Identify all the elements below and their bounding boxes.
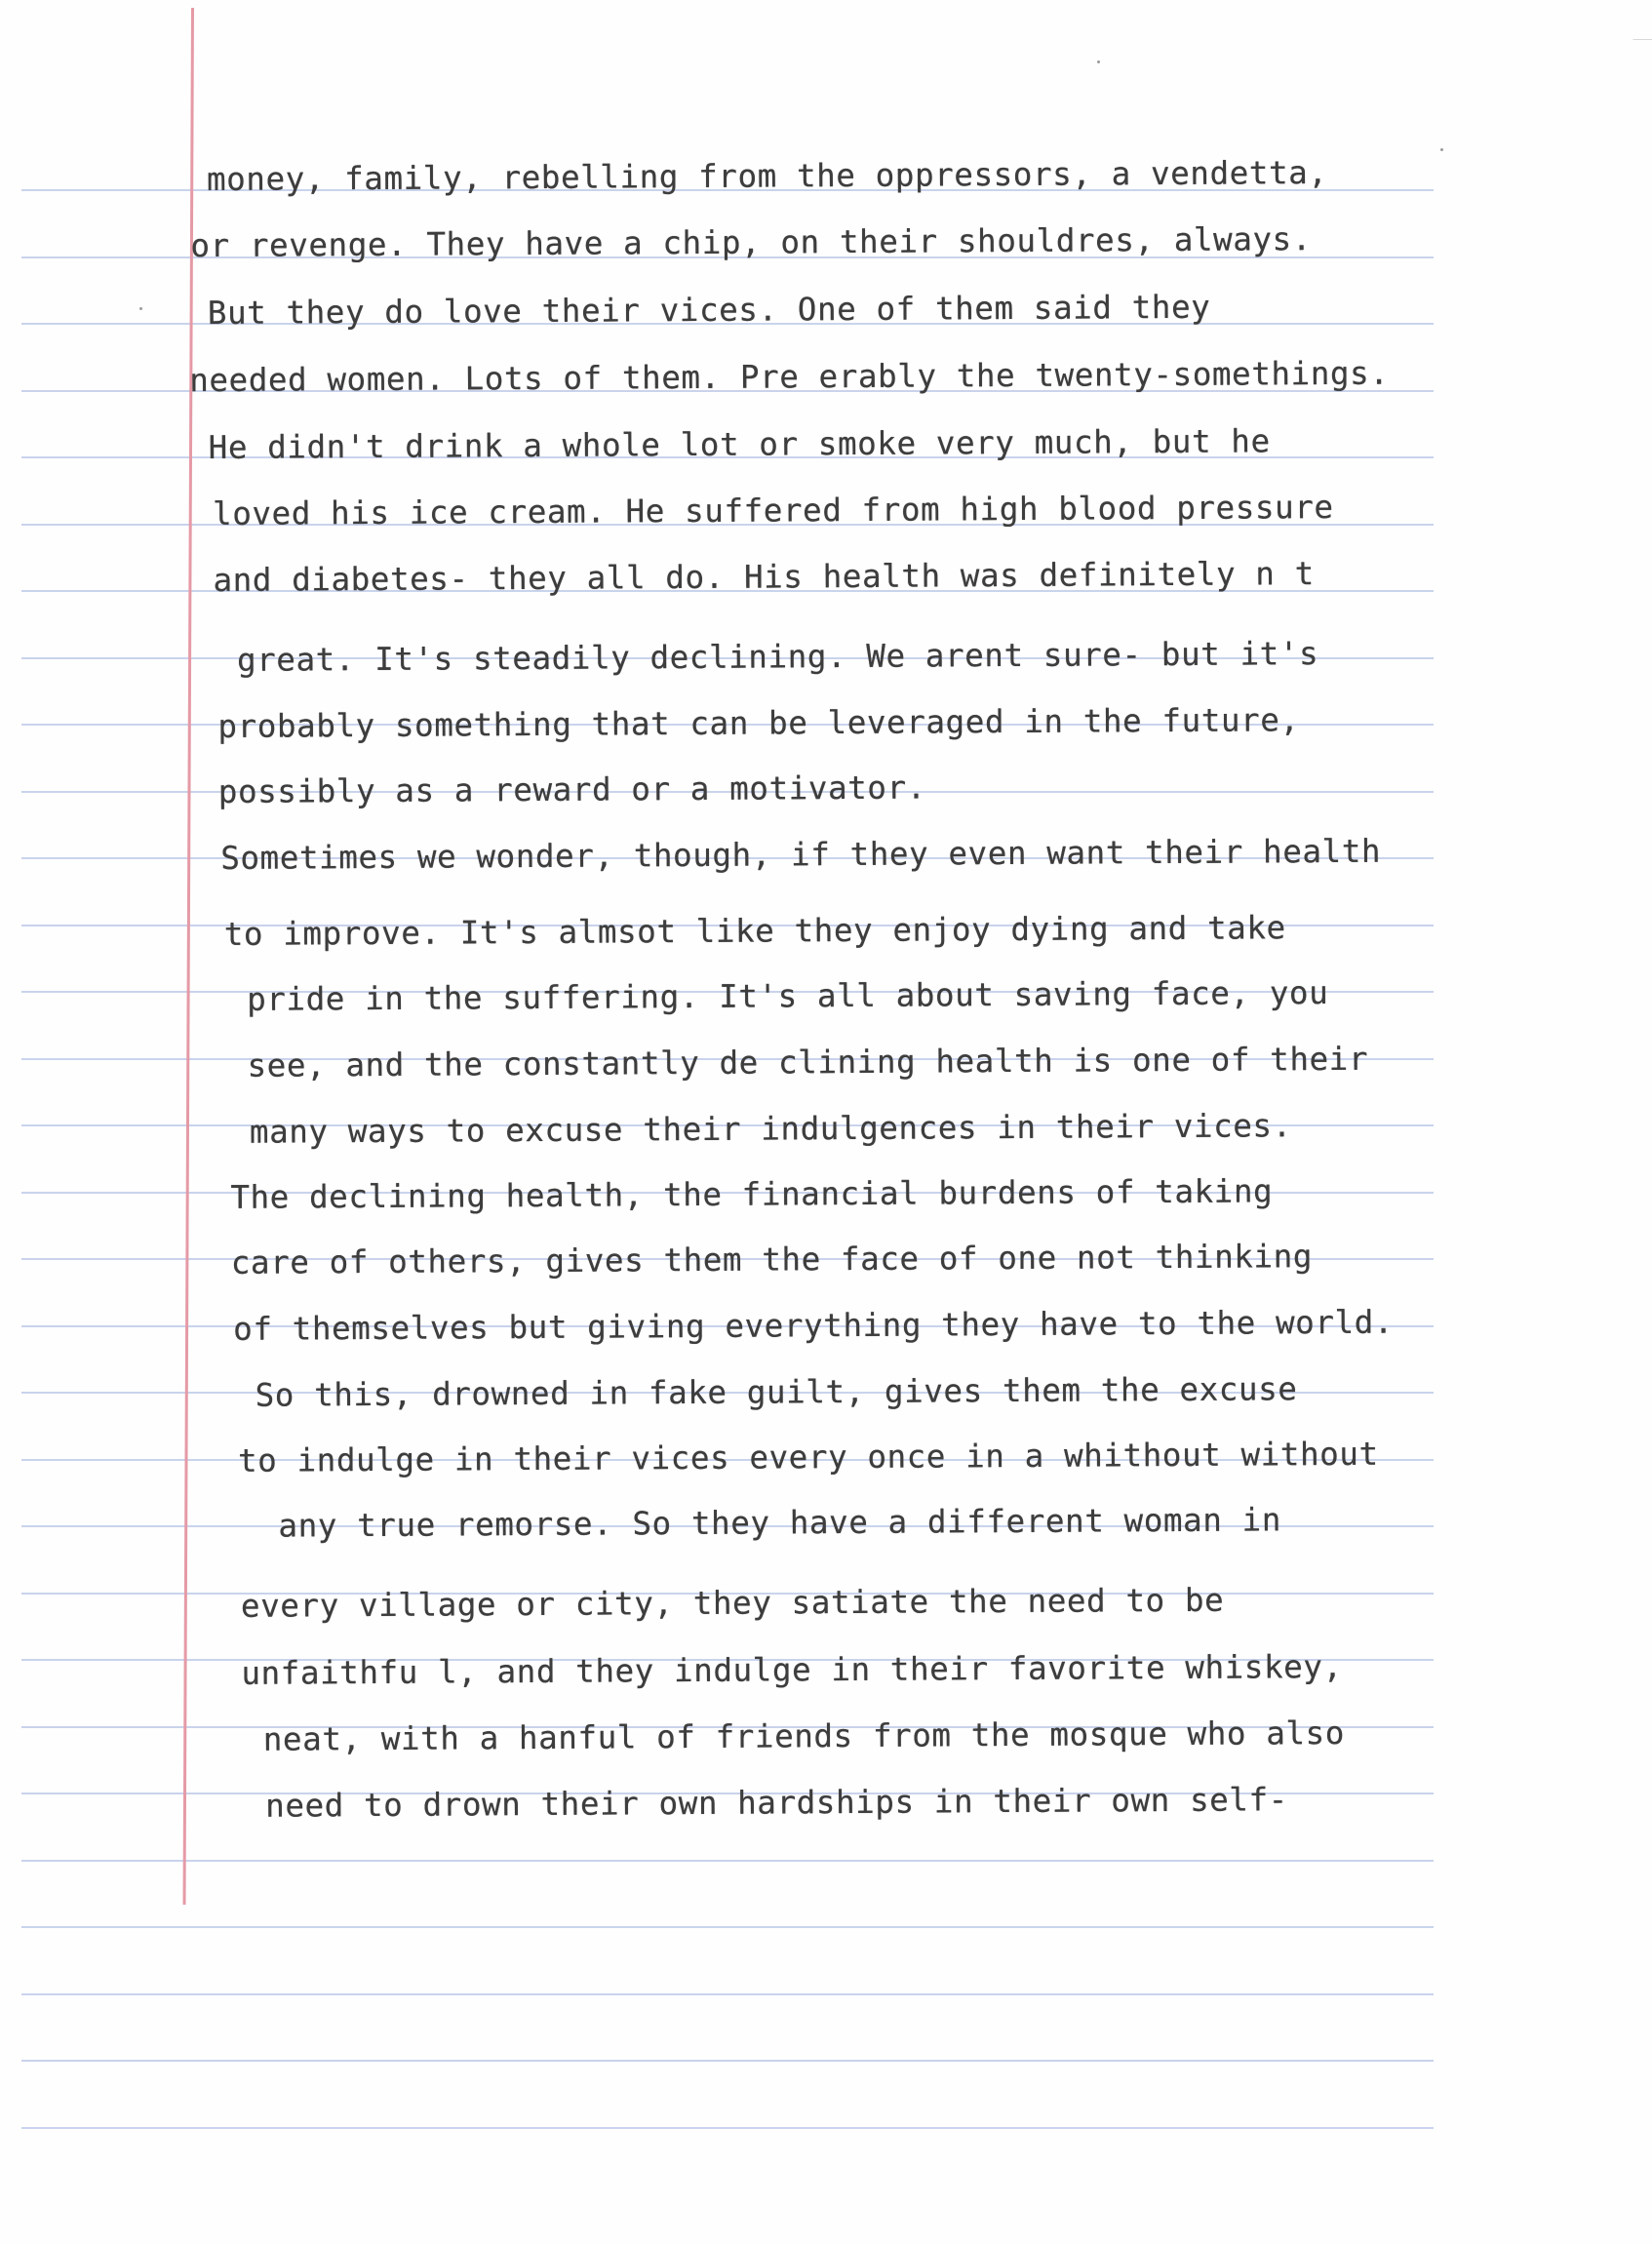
text-line: need to drown their own hardships in their own self- (265, 1781, 1288, 1825)
text-line: any true remorse. So they have a different woman in (278, 1501, 1282, 1545)
text-line: of themselves but giving everything they have to the world. (233, 1303, 1395, 1348)
text-line: But they do love their vices. One of them said they (207, 288, 1211, 333)
text-line: pride in the suffering. It's all about saving face, you (247, 974, 1329, 1018)
text-line: probably something that can be leveraged in the future, (217, 701, 1300, 745)
text-line: every village or city, they satiate the need to be (240, 1581, 1225, 1625)
text-line: many ways to excuse their indulgences in their vices. (249, 1107, 1292, 1151)
text-line: He didn't drink a whole lot or smoke very much, but he (208, 422, 1271, 467)
text-line: neat, with a hanful of friends from the mosque who also (262, 1714, 1346, 1758)
text-line: money, family, rebelling from the oppressors, a vendetta, (206, 154, 1328, 199)
text-line: and diabetes- they all do. His health was definitely n t (213, 555, 1315, 600)
text-line: needed women. Lots of them. Pre erably the twenty-somethings. (189, 354, 1390, 400)
text-line: see, and the constantly de clining health is one of their (247, 1040, 1369, 1084)
text-line: So this, drowned in fake guilt, gives them the excuse (255, 1370, 1298, 1414)
text-line: The declining health, the financial burdens of taking (230, 1172, 1274, 1216)
text-line: loved his ice cream. He suffered from high blood pressure (213, 488, 1334, 533)
text-line: to improve. It's almsot like they enjoy dying and take (223, 909, 1286, 953)
text-line: possibly as a reward or a motivator. (217, 768, 926, 810)
text-line: or revenge. They have a chip, on their shouldres, always. (190, 220, 1313, 265)
text-line: unfaithfu l, and they indulge in their favorite whiskey, (241, 1647, 1343, 1692)
text-line: Sometimes we wonder, though, if they even want their health (220, 832, 1382, 877)
text-line: great. It's steadily declining. We arent sure- but it's (236, 635, 1319, 679)
text-line: care of others, gives them the face of one not thinking (230, 1238, 1314, 1281)
text-line: to indulge in their vices every once in a whithout without (237, 1435, 1379, 1479)
